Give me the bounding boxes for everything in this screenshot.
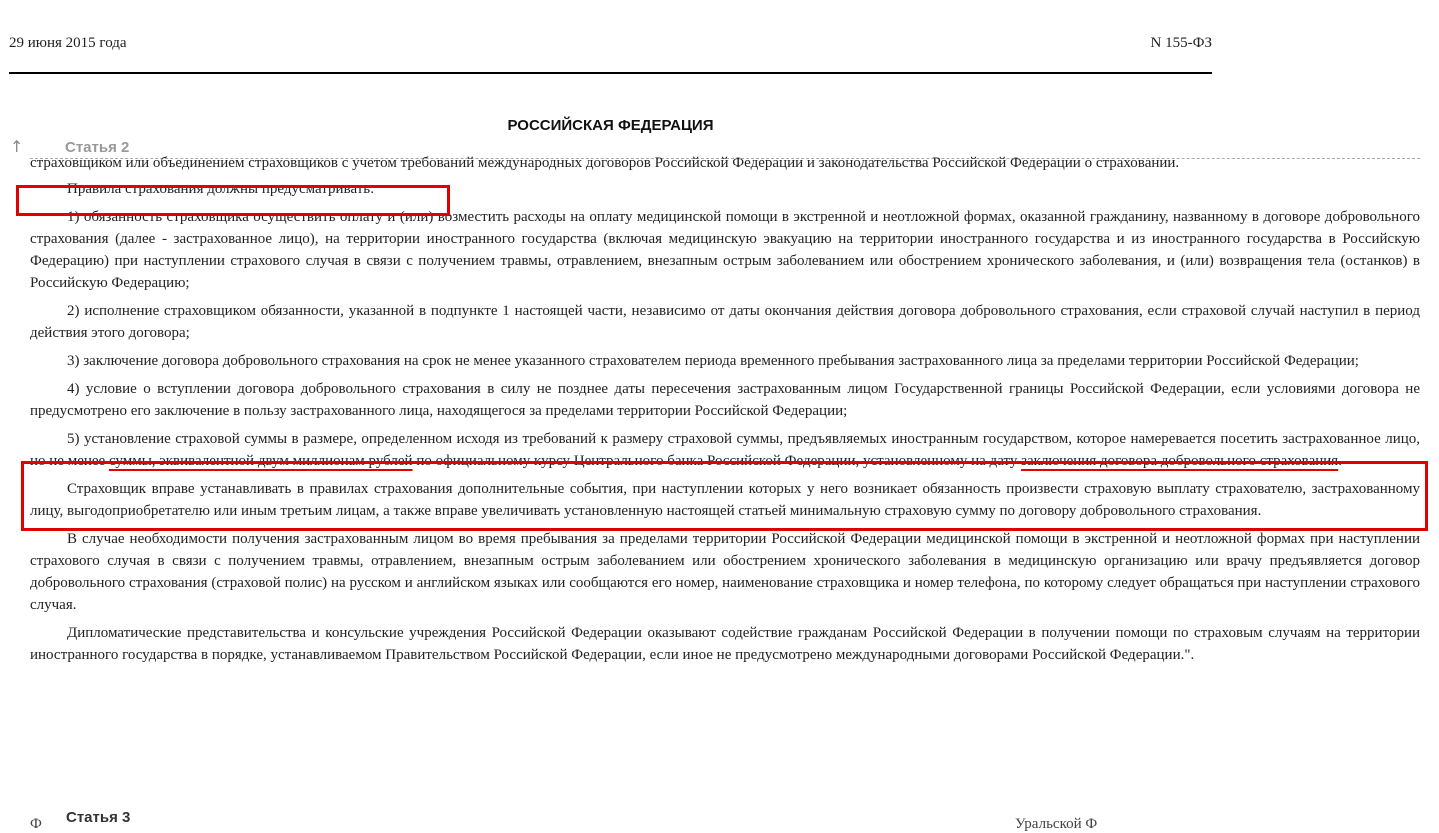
item-4: 4) условие о вступлении договора добровольного страхования в силу не позднее даты пересечения застрахованным лицом Государственной границы Российской Федерации, если условиями договора не предусмотрено его заключение в пользу застрахованного лица, находящегося за пределами территории Российской Федерации; <box>30 381 1420 419</box>
paragraph-diplomatic: Дипломатические представительства и консульские учреждения Российской Федерации оказывают содействие гражданам Российской Федерации в получении помощи по страховым случаям на территории иностранного государства в порядке, устанавливаемом Правительством Российской Федерации, если иное не предусмотрено международными договорами Российской Федерации.". <box>30 625 1420 663</box>
item-5-underlined-contract: заключения договора добровольного страхования <box>1021 453 1339 469</box>
document-header <box>9 34 1212 74</box>
paragraph-insurer: Страховщик вправе устанавливать в правилах страхования дополнительные события, при наступлении которых у него возникает обязанность произвести страховую выплату страхователю, застрахованному лицу, выгодоприобретателю или иным третьим лицам, а также вправе увеличивать установленную настоящей статьей минимальную страховую сумму по договору добровольного страхования. <box>30 481 1420 519</box>
up-arrow-icon[interactable]: ↑ <box>10 137 24 156</box>
paragraph-need: В случае необходимости получения застрахованным лицом во время пребывания за пределами территории Российской Федерации медицинской помощи в экстренной и неотложной формах при наступлении страхового случая в связи с получением травмы, отравлением, внезапным острым заболеванием или обострением хронического заболевания в медицинскую организацию или врачу предъявляется договор добровольного страхования (страховой полис) на русском и английском языках или сообщаются его номер, наименование страховщика и номер телефона, по которому следует обращаться при наступлении страхового случая. <box>30 531 1420 613</box>
item-1: 1) обязанность страховщика осуществить оплату и (или) возместить расходы на оплату медицинской помощи в экстренной и неотложной формах, оказанной гражданину, названному в договоре добровольного страхования (далее - застрахованное лицо), на территории иностранного государства (включая медицинскую эвакуацию на территории иностранного государства и из иностранного государства в Российскую Федерацию) при наступлении страхового случая в связи с получением травмы, отравлением, внезапным острым заболеванием или обострением хронического заболевания, и (или) возвращения тела (останков) в Российскую Федерацию; <box>30 209 1420 291</box>
item-5 <box>30 428 1420 472</box>
article-3-heading[interactable]: Статья 3 <box>66 809 131 826</box>
law-text <box>30 155 1420 672</box>
bottom-left-fragment: Ф <box>30 816 42 832</box>
law-number: N 155-ФЗ <box>1150 35 1212 51</box>
item-5-text-c: . <box>1338 453 1342 469</box>
item-5-text-a: 5) установление страховой суммы в размере, определенном исходя из требований к размеру страховой суммы, предъявляемых иностранным государством, которое намеревается посетить застрахованное лицо, но не менее <box>30 431 1420 469</box>
bottom-right-fragment: Уральской Ф <box>1015 816 1098 832</box>
item-3: 3) заключение договора добровольного страхования на срок не менее указанного страхователем периода временного пребывания застрахованного лица за пределами территории Российской Федерации; <box>67 353 1359 369</box>
item-5-underlined-sum: суммы, эквивалентной двум миллионам рублей <box>108 453 413 469</box>
item-5-text-b: по официальному курсу Центрального банка Российской Федерации, установленному на дату <box>412 453 1022 469</box>
rules-intro: Правила страхования должны предусматривать: <box>67 181 375 197</box>
law-date: 29 июня 2015 года <box>9 35 127 51</box>
country-title: РОССИЙСКАЯ ФЕДЕРАЦИЯ <box>507 117 714 134</box>
cut-off-line: страховщиком или объединением страховщиков с учетом требований международных договоров Российской Федерации и законодательства Российской Федерации о страховании. <box>30 155 1180 171</box>
item-2: 2) исполнение страховщиком обязанности, указанной в подпункте 1 настоящей части, независимо от даты окончания действия договора добровольного страхования, если страховой случай наступил в период действия этого договора; <box>30 303 1420 341</box>
article-2-heading[interactable]: Статья 2 <box>65 139 130 156</box>
